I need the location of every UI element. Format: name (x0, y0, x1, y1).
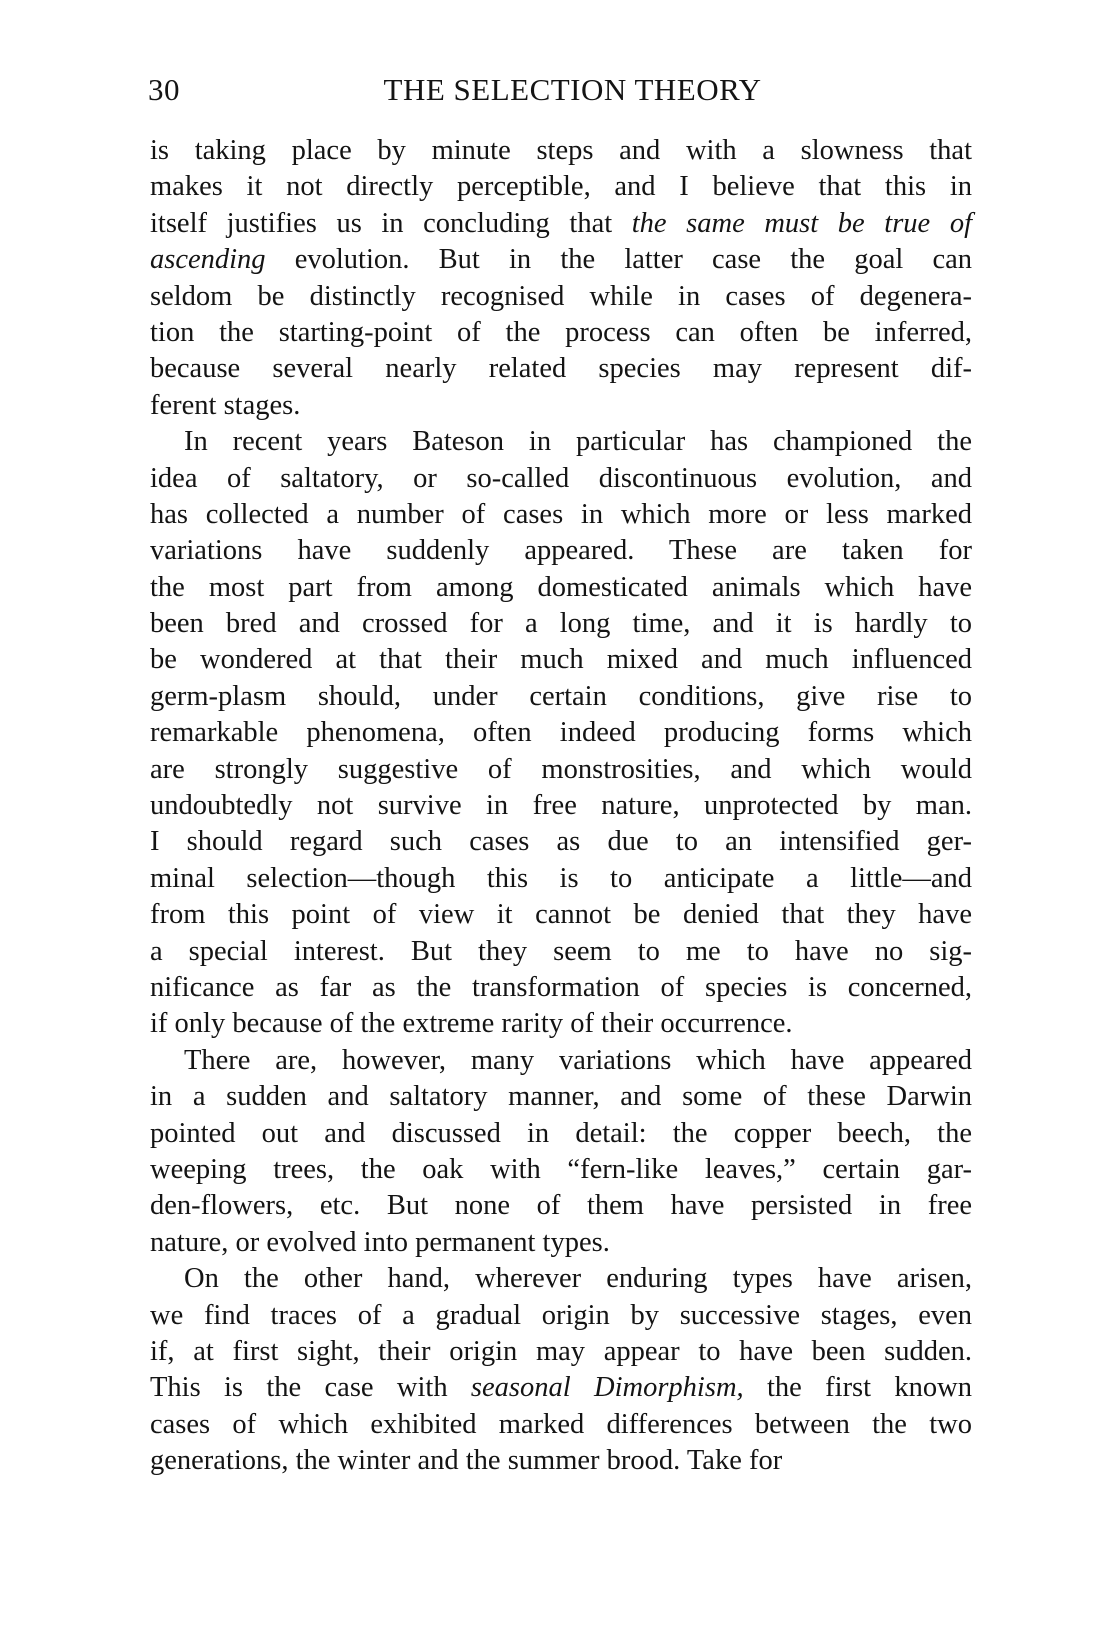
text-line (150, 824, 972, 860)
text-segment: This is the case with (150, 1372, 471, 1404)
text-line (150, 206, 972, 242)
text-line (150, 1443, 972, 1479)
text-segment: weeping trees, the oak with “fern-like leaves,” certain gar- (150, 1153, 972, 1185)
paragraph (150, 133, 972, 424)
text-segment: variations have suddenly appeared. These are taken for (150, 535, 972, 567)
text-line (150, 351, 972, 387)
text-segment: because several nearly related species may represent dif- (150, 353, 972, 385)
text-segment: cases of which exhibited marked differences between the two (150, 1408, 972, 1440)
text-line (150, 1334, 972, 1370)
text-line (150, 169, 972, 205)
text-line (150, 715, 972, 751)
text-line (150, 679, 972, 715)
text-line (150, 1261, 972, 1297)
body-text (150, 133, 972, 1479)
text-line (150, 424, 972, 460)
text-segment: On the other hand, wherever enduring types have arisen, (184, 1263, 972, 1295)
text-line (150, 788, 972, 824)
text-segment: seldom be distinctly recognised while in cases of degenera- (150, 280, 972, 312)
text-segment: if only because of the extreme rarity of their occurrence. (150, 1008, 793, 1040)
text-line (150, 970, 972, 1006)
text-line (150, 642, 972, 678)
italic-text: the same must be true of (631, 207, 972, 239)
text-segment: we find traces of a gradual origin by successive stages, even (150, 1299, 972, 1331)
text-segment: pointed out and discussed in detail: the copper beech, the (150, 1117, 972, 1149)
text-line (150, 315, 972, 351)
running-title: THE SELECTION THEORY (383, 72, 762, 107)
text-line (150, 461, 972, 497)
text-segment: In recent years Bateson in particular has championed the (184, 426, 972, 458)
text-line (150, 1298, 972, 1334)
text-segment: makes it not directly perceptible, and I believe that this in (150, 171, 972, 203)
text-line (150, 1188, 972, 1224)
text-line (150, 388, 972, 424)
text-segment: been bred and crossed for a long time, and it is hardly to (150, 608, 972, 640)
text-segment: are strongly suggestive of monstrosities, and which would (150, 753, 972, 785)
text-line (150, 752, 972, 788)
text-segment: be wondered at that their much mixed and much influenced (150, 644, 972, 676)
text-line (150, 897, 972, 933)
text-segment: idea of saltatory, or so-called discontinuous evolution, and (150, 462, 972, 494)
text-segment: den-flowers, etc. But none of them have persisted in free (150, 1190, 972, 1222)
text-segment: minal selection—though this is to anticipate a little—and (150, 862, 972, 894)
text-line (150, 279, 972, 315)
text-line (150, 1225, 972, 1261)
text-segment: nature, or evolved into permanent types. (150, 1226, 610, 1258)
paragraph (150, 424, 972, 1043)
text-segment: There are, however, many variations which have appeared (184, 1044, 972, 1076)
text-segment: remarkable phenomena, often indeed producing forms which (150, 717, 972, 749)
text-segment: in a sudden and saltatory manner, and some of these Darwin (150, 1081, 972, 1113)
text-line (150, 934, 972, 970)
text-line (150, 861, 972, 897)
text-segment: itself justifies us in concluding that (150, 207, 632, 239)
text-segment: undoubtedly not survive in free nature, unprotected by man. (150, 790, 972, 822)
text-line (150, 1006, 972, 1042)
paragraph (150, 1261, 972, 1479)
text-line (150, 1079, 972, 1115)
text-line (150, 242, 972, 278)
italic-text: seasonal Dimorphism, (470, 1372, 744, 1404)
text-segment: has collected a number of cases in which more or less marked (150, 498, 972, 530)
text-line (150, 497, 972, 533)
text-line (150, 1152, 972, 1188)
text-line (150, 570, 972, 606)
text-segment: ferent stages. (150, 389, 301, 421)
italic-text: ascending (150, 244, 266, 276)
text-line (150, 533, 972, 569)
text-segment: tion the starting-point of the process can often be inferred, (150, 316, 972, 348)
text-segment: from this point of view it cannot be denied that they have (150, 899, 972, 931)
text-line (150, 133, 972, 169)
text-segment: the most part from among domesticated animals which have (150, 571, 972, 603)
text-segment: if, at first sight, their origin may appear to have been sudden. (150, 1335, 972, 1367)
paragraph (150, 1043, 972, 1261)
text-segment: germ-plasm should, under certain conditions, give rise to (150, 680, 972, 712)
text-line (150, 1116, 972, 1152)
text-line (150, 1407, 972, 1443)
text-line (150, 606, 972, 642)
running-head (148, 72, 973, 112)
text-segment: the first known (743, 1372, 972, 1404)
text-segment: I should regard such cases as due to an intensified ger- (150, 826, 972, 858)
page-number: 30 (148, 72, 180, 107)
text-segment: nificance as far as the transformation of species is concerned, (150, 971, 972, 1003)
text-segment: a special interest. But they seem to me to have no sig- (150, 935, 972, 967)
text-line (150, 1370, 972, 1406)
text-line (150, 1043, 972, 1079)
text-segment: evolution. But in the latter case the goal can (265, 244, 972, 276)
text-segment: is taking place by minute steps and with a slowness that (150, 135, 972, 166)
text-segment: generations, the winter and the summer brood. Take for (150, 1445, 783, 1477)
